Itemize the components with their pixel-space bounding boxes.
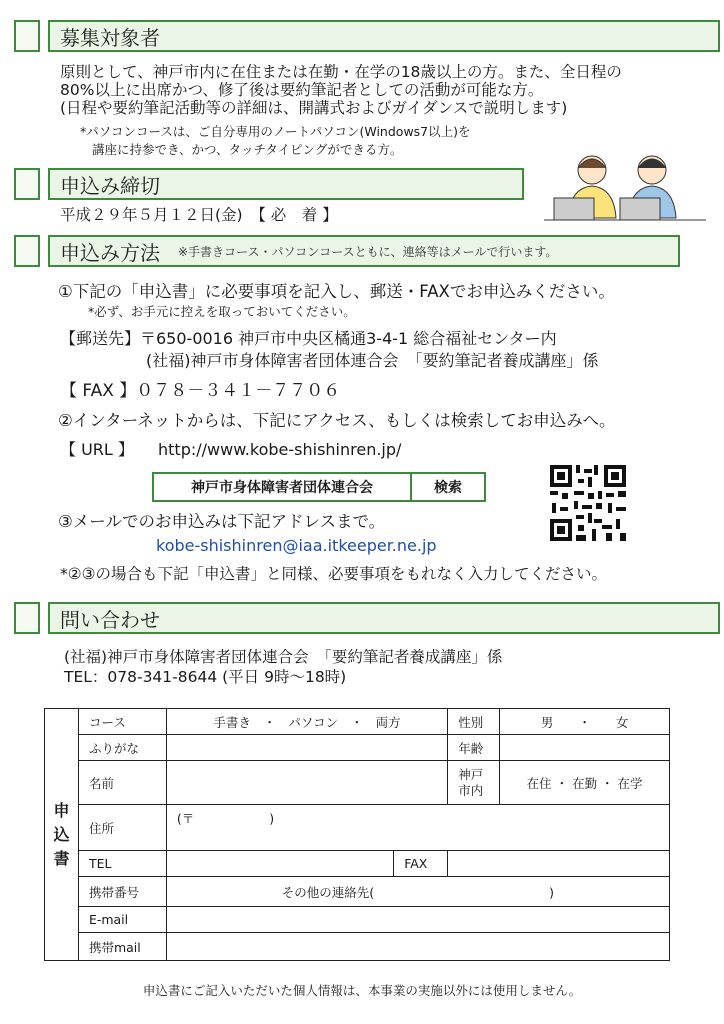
- kobe-options[interactable]: 在住 ・ 在勤 ・ 在学: [500, 761, 670, 805]
- fax-field[interactable]: [448, 851, 670, 877]
- course-options[interactable]: 手書き ・ パソコン ・ 両方: [166, 709, 447, 735]
- gender-options[interactable]: 男 ・ 女: [500, 709, 670, 735]
- name-field[interactable]: [166, 761, 447, 805]
- qr-code-icon: [548, 463, 628, 543]
- section-marker: [14, 235, 40, 267]
- kobe-label: 神戸市内: [448, 761, 500, 805]
- section-title: 申込み締切: [60, 173, 160, 198]
- search-box[interactable]: [152, 472, 486, 502]
- section-title: 申込み方法: [60, 240, 160, 265]
- section-marker: [14, 602, 40, 634]
- address-label: 住所: [78, 805, 166, 851]
- mobile-mail-label: 携帯mail: [78, 933, 166, 961]
- other-contact-field[interactable]: その他の連絡先( ): [166, 877, 669, 907]
- furigana-label: ふりがな: [78, 735, 166, 761]
- course-label: コース: [78, 709, 166, 735]
- age-label: 年齢: [448, 735, 500, 761]
- search-term: 神戸市身体障害者団体連合会: [154, 474, 412, 500]
- application-form: [44, 708, 670, 961]
- apply-item-2: ②インターネットからは、下記にアクセス、もしくは検索してお申込みへ。: [58, 411, 616, 430]
- fax-number: 【 FAX 】０７８－３４１－７７０６: [60, 381, 341, 401]
- tel-field[interactable]: [166, 851, 393, 877]
- deadline-date: 平成２９年５月１２日(金) 【 必 着 】: [60, 206, 338, 224]
- section-note: ※手書きコース・パソコンコースともに、連絡等はメールで行います。: [178, 244, 558, 259]
- apply-item-1: ①下記の「申込書」に必要事項を記入し、郵送・FAXでお申込みください。: [58, 282, 615, 301]
- mobile-label: 携帯番号: [78, 877, 166, 907]
- inquiry-tel: TEL：078-341-8644 (平日 9時～18時): [64, 668, 347, 686]
- search-button[interactable]: 検索: [434, 480, 462, 496]
- privacy-footer: 申込書にご記入いただいた個人情報は、本事業の実施以外には使用しません。: [142, 983, 582, 998]
- url-label: 【 URL 】: [60, 440, 134, 459]
- postal-address-1: 【郵送先】〒650-0016 神戸市中央区橘通3-4-1 総合福祉センター内: [60, 329, 557, 348]
- gender-label: 性別: [448, 709, 500, 735]
- section-title: 問い合わせ: [60, 607, 160, 632]
- section-marker: [14, 168, 40, 200]
- email-field[interactable]: [166, 907, 669, 933]
- pc-note-1: *パソコンコースは、ご自分専用のノートパソコン(Windows7以上)を: [80, 124, 471, 139]
- age-field[interactable]: [500, 735, 670, 761]
- furigana-field[interactable]: [166, 735, 447, 761]
- eligibility-line-3: (日程や要約筆記活動等の詳細は、開講式およびガイダンスで説明します): [60, 99, 568, 117]
- email-label: E-mail: [78, 907, 166, 933]
- section-marker: [14, 20, 40, 52]
- people-with-laptops-illustration: [540, 148, 710, 226]
- eligibility-line-1: 原則として、神戸市内に在住または在勤・在学の18歳以上の方。また、全日程の: [60, 63, 622, 81]
- email-address[interactable]: kobe-shishinren@iaa.itkeeper.ne.jp: [156, 536, 437, 555]
- apply-item-4: *②③の場合も下記「申込書」と同様、必要事項をもれなく入力してください。: [60, 565, 608, 583]
- address-field[interactable]: (〒 ): [166, 805, 669, 851]
- postal-address-2: (社福)神戸市身体障害者団体連合会 「要約筆記者養成講座」係: [146, 351, 599, 370]
- url-link[interactable]: http://www.kobe-shishinren.jp/: [158, 440, 402, 459]
- apply-item-1-note: *必ず、お手元に控えを取っておいてください。: [88, 304, 356, 319]
- mobile-mail-field[interactable]: [166, 933, 669, 961]
- pc-note-2: 講座に持参でき、かつ、タッチタイピングができる方。: [92, 142, 403, 157]
- name-label: 名前: [78, 761, 166, 805]
- tel-label: TEL: [78, 851, 166, 877]
- section-title: 募集対象者: [60, 25, 160, 50]
- form-side-label: 申込書: [45, 709, 79, 961]
- inquiry-org: (社福)神戸市身体障害者団体連合会 「要約筆記者養成講座」係: [64, 648, 503, 666]
- eligibility-line-2: 80%以上に出席かつ、修了後は要約筆記者としての活動が可能な方。: [60, 81, 544, 99]
- fax-label: FAX: [394, 851, 448, 877]
- apply-item-3: ③メールでのお申込みは下記アドレスまで。: [58, 512, 386, 531]
